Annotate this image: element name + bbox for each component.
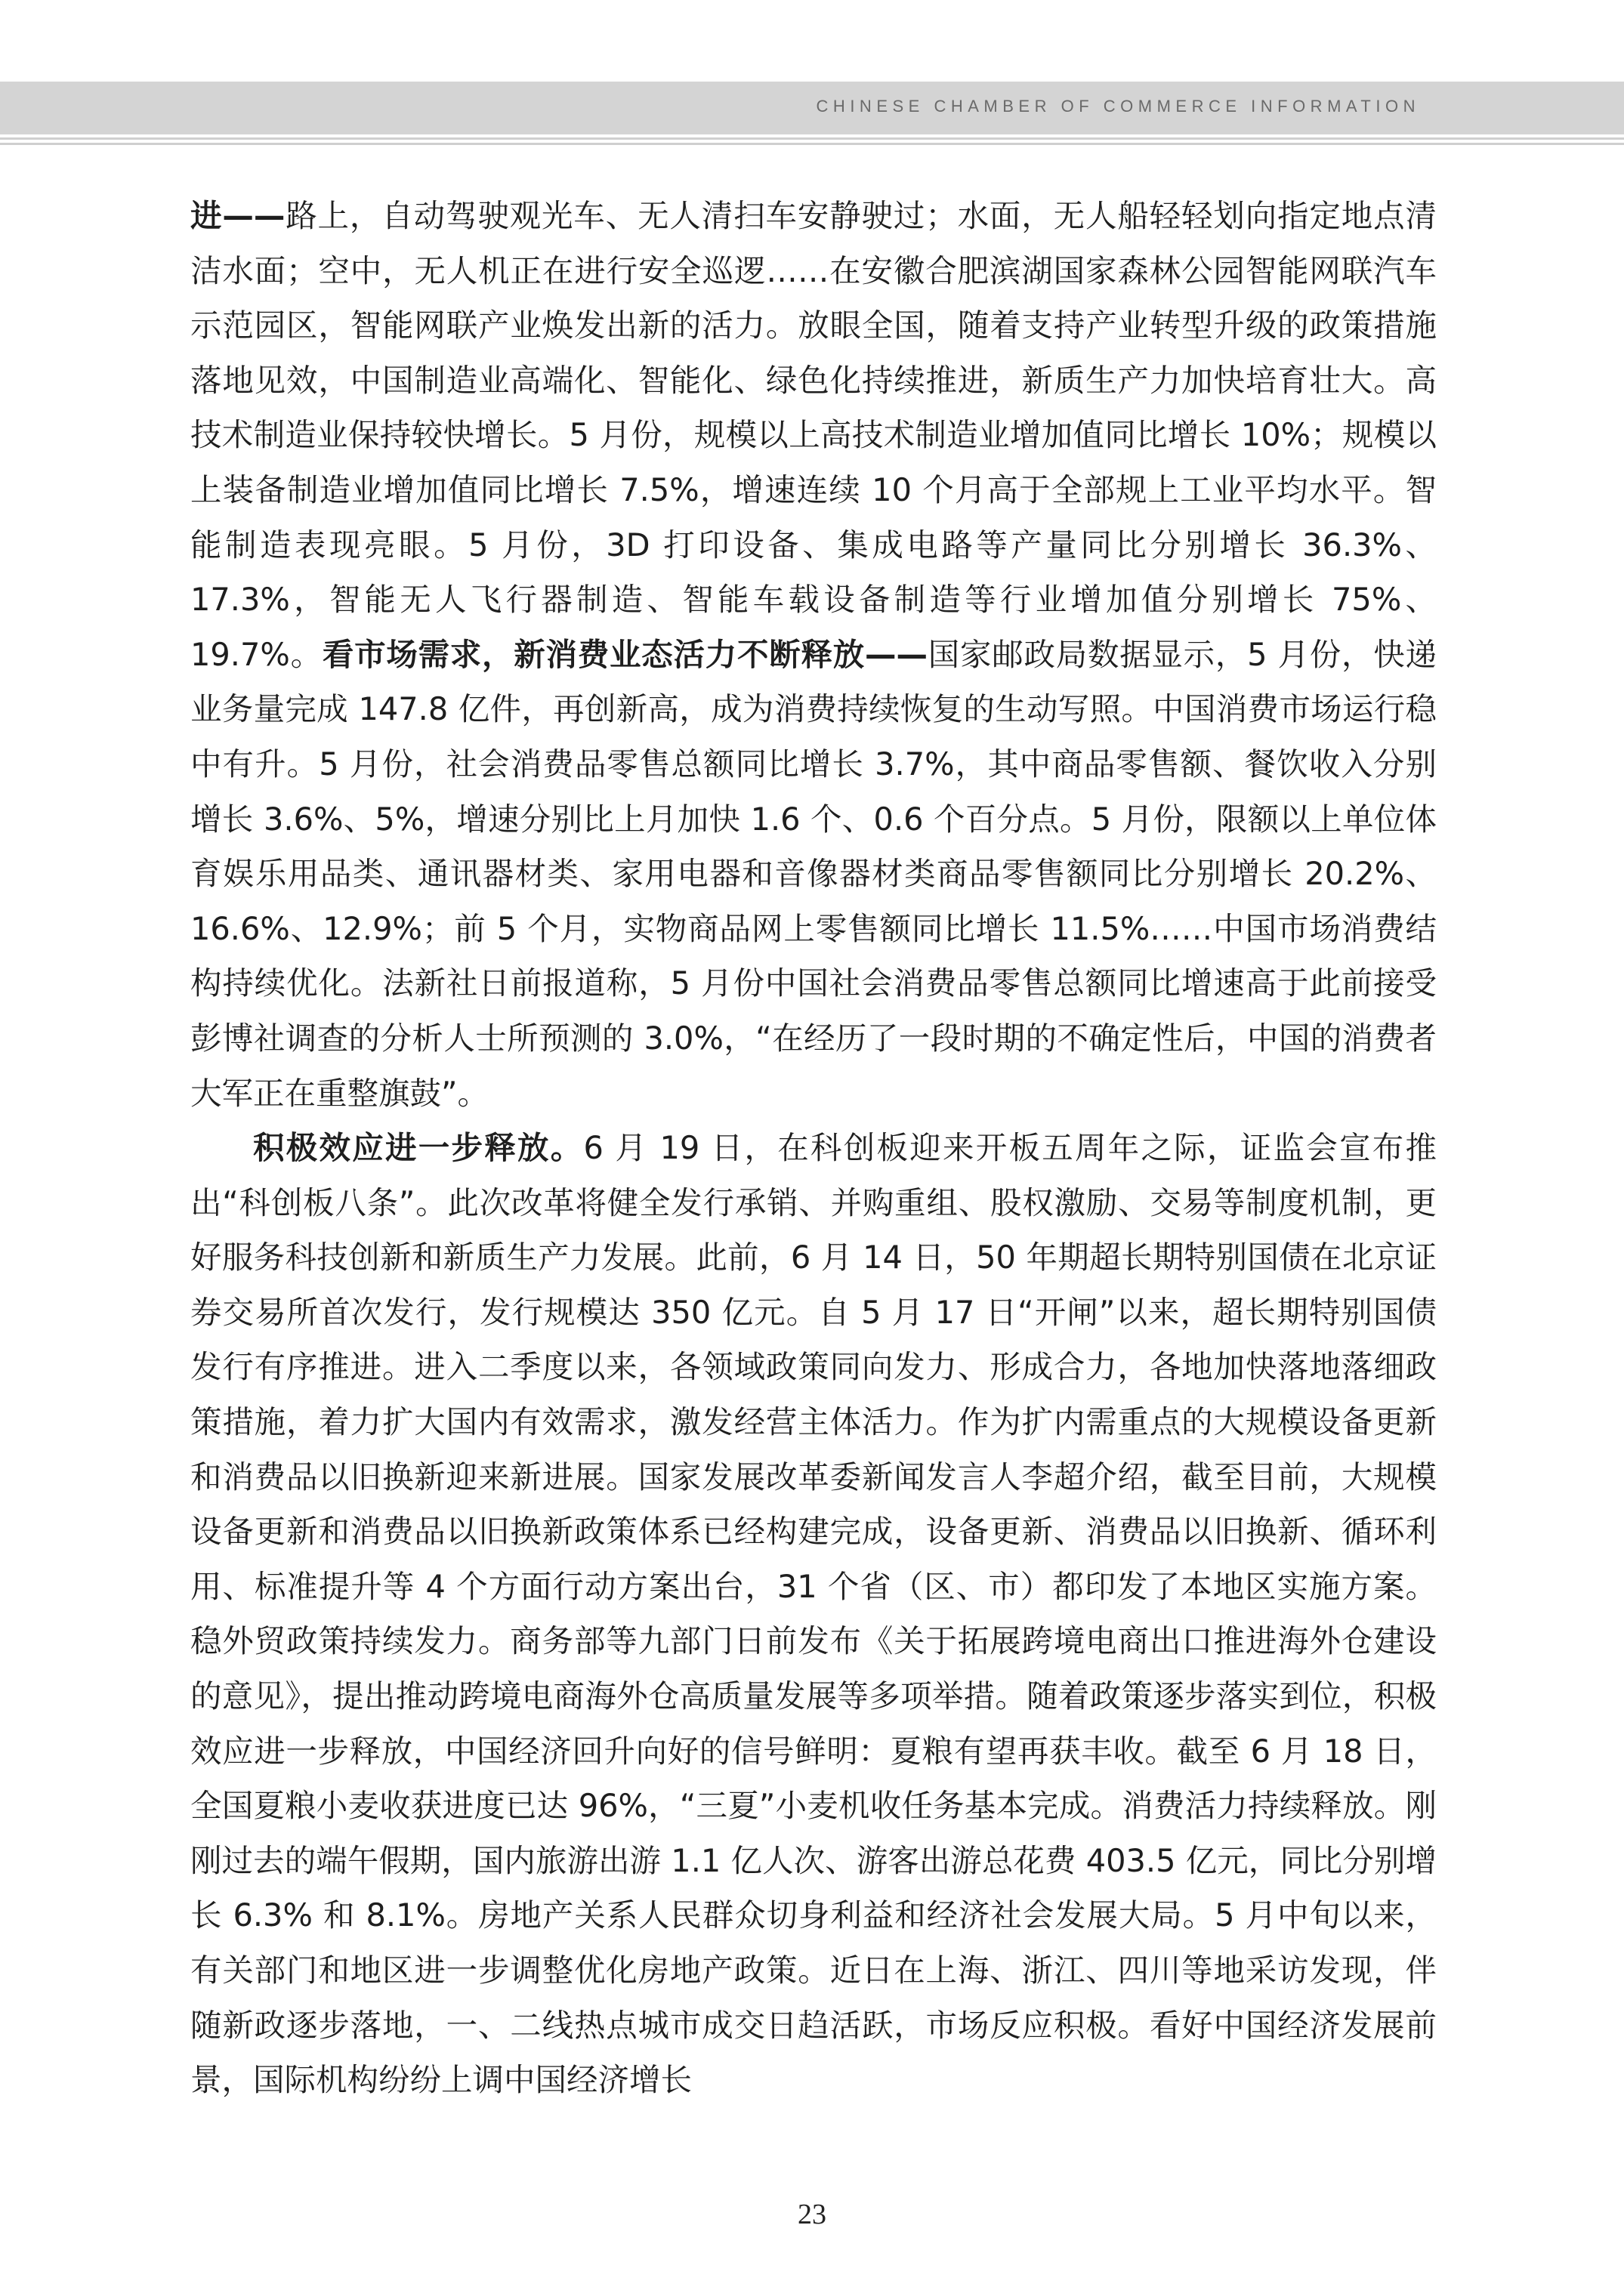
paragraph-1 xyxy=(190,189,1437,1121)
bold-run: 积极效应进一步释放。 xyxy=(253,1129,584,1167)
text-run: 国家邮政局数据显示，5 月份，快递业务量完成 147.8 亿件，再创新高，成为消费持续恢复的生动写照。中国消费市场运行稳中有升。5 月份，社会消费品零售总额同比增长 3.7%，其中商品零售额、餐饮收入分别增长 3.6%、5%，增速分别比上月加快 1.6 个、0.6 个百分点。5 月份，限额以上单位体育娱乐用品类、通讯器材类、家用电器和音像器材类商品零售额同比分别增长 20.2%、16.6%、12.9%；前 5 个月，实物商品网上零售额同比增长 11.5%……中国市场消费结构持续优化。法新社日前报道称，5 月份中国社会消费品零售总额同比增速高于此前接受彭博社调查的分析人士所预测的 3.0%，“在经历了一段时期的不确定性后，中国的消费者大军正在重整旗鼓”。 xyxy=(190,635,1437,1112)
article-body xyxy=(190,189,1437,2108)
header-rule-bottom xyxy=(0,143,1624,145)
header-rule-top xyxy=(0,137,1624,140)
bold-run: 看市场需求，新消费业态活力不断释放—— xyxy=(322,635,928,673)
running-header: CHINESE CHAMBER OF COMMERCE INFORMATION xyxy=(816,97,1420,116)
text-run: 路上，自动驾驶观光车、无人清扫车安静驶过；水面，无人船轻轻划向指定地点清洁水面；空中，无人机正在进行安全巡逻……在安徽合肥滨湖国家森林公园智能网联汽车示范园区，智能网联产业焕发出新的活力。放眼全国，随着支持产业转型升级的政策措施落地见效，中国制造业高端化、智能化、绿色化持续推进，新质生产力加快培育壮大。高技术制造业保持较快增长。5 月份，规模以上高技术制造业增加值同比增长 10%；规模以上装备制造业增加值同比增长 7.5%，增速连续 10 个月高于全部规上工业平均水平。智能制造表现亮眼。5 月份，3D 打印设备、集成电路等产量同比分别增长 36.3%、17.3%，智能无人飞行器制造、智能车载设备制造等行业增加值分别增长 75%、19.7%。 xyxy=(190,197,1437,673)
bold-run: 进—— xyxy=(190,197,286,234)
page-number: 23 xyxy=(798,2199,826,2230)
paragraph-2 xyxy=(190,1121,1437,2108)
text-run: 6 月 19 日，在科创板迎来开板五周年之际，证监会宣布推出“科创板八条”。此次改革将健全发行承销、并购重组、股权激励、交易等制度机制，更好服务科技创新和新质生产力发展。此前，6 月 14 日，50 年期超长期特别国债在北京证券交易所首次发行，发行规模达 350 亿元。自 5 月 17 日“开闸”以来，超长期特别国债发行有序推进。进入二季度以来，各领域政策同向发力、形成合力，各地加快落地落细政策措施，着力扩大国内有效需求，激发经营主体活力。作为扩内需重点的大规模设备更新和消费品以旧换新迎来新进展。国家发展改革委新闻发言人李超介绍，截至目前，大规模设备更新和消费品以旧换新政策体系已经构建完成，设备更新、消费品以旧换新、循环利用、标准提升等 4 个方面行动方案出台，31 个省（区、市）都印发了本地区实施方案。稳外贸政策持续发力。商务部等九部门日前发布《关于拓展跨境电商出口推进海外仓建设的意见》，提出推动跨境电商海外仓高质量发展等多项举措。随着政策逐步落实到位，积极效应进一步释放，中国经济回升向好的信号鲜明：夏粮有望再获丰收。截至 6 月 18 日，全国夏粮小麦收获进度已达 96%，“三夏”小麦机收任务基本完成。消费活力持续释放。刚刚过去的端午假期，国内旅游出游 1.1 亿人次、游客出游总花费 403.5 亿元，同比分别增长 6.3% 和 8.1%。房地产关系人民群众切身利益和经济社会发展大局。5 月中旬以来，有关部门和地区进一步调整优化房地产政策。近日在上海、浙江、四川等地采访发现，伴随新政逐步落地，一、二线热点城市成交日趋活跃，市场反应积极。看好中国经济发展前景，国际机构纷纷上调中国经济增长 xyxy=(190,1129,1437,2099)
